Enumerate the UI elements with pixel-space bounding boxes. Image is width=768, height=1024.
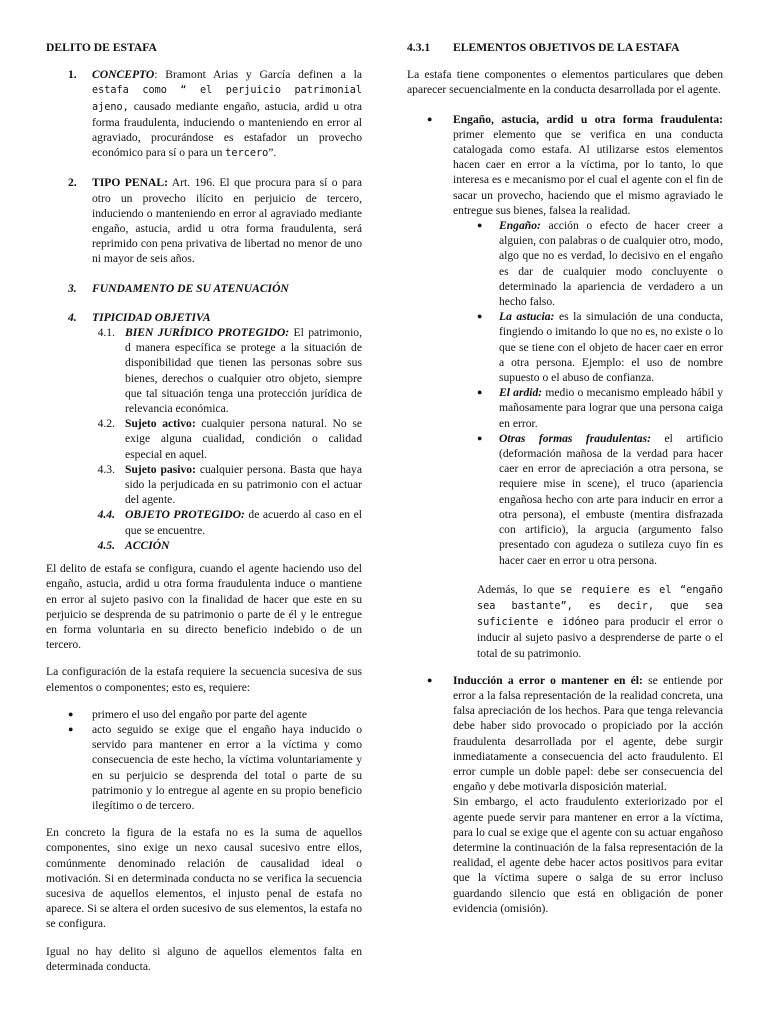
- concepto-quote2: tercero: [225, 148, 269, 160]
- tipo-penal-item: [46, 175, 362, 266]
- paragraph-concreto: En concreto la figura de la estafa no es la suma de aquellos componentes, sino exige un nexo causal sucesivo entre ellos, comúnmente denominado relación de causalidad ideal o motivación. Si en determinada conducta no se verifica la secuencia sucesiva de aquellos elementos, el injusto penal de estafa no aparece. Si se altera el orden sucesivo de sus elementos, la estafa no se configura.: [46, 826, 362, 931]
- concepto-text2: causado mediante engaño, astucia, ardid u otra forma fraudulenta, induciendo o manteniendo en error al agraviado, procurándose es estafador un provecho económico para sí o para un: [92, 99, 362, 160]
- paragraph-intro: La estafa tiene componentes o elementos particulares que deben aparecer secuencialmente en la conducta desarrollada por el agente.: [407, 68, 723, 97]
- induccion-text2: Sin embargo, el acto fraudulento exteriorizado por el agente puede servir para mantener en error a la víctima, para lo cual se exige que el agente con su actuar engañoso determine la continuación de la falsa representación de la realidad, el agente debe hacer actos positivos para evitar que la víctima supere o salga de su error incluso guardando silencio que está en obligación de poner evidencia (omisión).: [453, 795, 723, 915]
- fundamento-item: [46, 281, 362, 296]
- sub-list-item: [407, 385, 723, 431]
- sub-number: 4.1.: [97, 326, 115, 340]
- list-item-induccion: [407, 673, 723, 916]
- bullet-icon: ●: [477, 220, 483, 231]
- sub-number: 4.5.: [97, 538, 115, 552]
- paragraph-igual: Igual no hay delito si alguno de aquellos elementos falta en determinada conducta.: [46, 944, 362, 973]
- sub-list-item: [407, 431, 723, 568]
- left-column: [46, 40, 362, 974]
- sub-text: cualquier persona natural. No se exige alguna cualidad, condición o calidad especial en aquel.: [125, 417, 362, 461]
- tipo-text: Art. 196. El que procura para sí o para otro un provecho ilícito en perjuicio de tercero, induciendo o manteniendo en error al agraviado mediante engaño, astucia, ardid u otra forma fraudulenta, será reprimido con pena privativa de libertad no menor de uno ni mayor de seis años.: [92, 176, 362, 266]
- tipicidad-number: 4.: [68, 310, 77, 324]
- sub-label: Sujeto pasivo:: [125, 462, 196, 476]
- bullet-icon: ●: [427, 674, 433, 685]
- concepto-text1: : Bramont Arias y García definen a la: [154, 68, 362, 82]
- sub-number: 4.3.: [97, 462, 115, 476]
- sub-list-item: [407, 218, 723, 309]
- sub-label: Sujeto activo:: [125, 417, 196, 431]
- concepto-number: 1.: [68, 68, 77, 82]
- section-heading: [407, 40, 723, 55]
- tipo-number: 2.: [68, 176, 77, 190]
- fundamento-number: 3.: [68, 281, 77, 295]
- list-item-text: primero el uso del engaño por parte del agente: [92, 707, 308, 721]
- tipicidad-item: [46, 310, 362, 325]
- sub-number: 4.4.: [97, 508, 115, 522]
- bullet-icon: ●: [477, 311, 483, 322]
- concepto-quote1: estafa como “ el perjuicio patrimonial ajeno,: [92, 85, 362, 113]
- sub-list-item: [407, 309, 723, 385]
- tipicidad-sub-5: [46, 538, 362, 553]
- concepto-label: CONCEPTO: [92, 68, 155, 82]
- bullet-icon: ●: [68, 708, 74, 719]
- section-title: ELEMENTOS OBJETIVOS DE LA ESTAFA: [453, 41, 680, 54]
- list-item-engano: [407, 112, 723, 218]
- bullet-icon: ●: [68, 723, 74, 734]
- list-item: [46, 707, 362, 722]
- concepto-end: ”.: [268, 146, 277, 160]
- note-text2: para producir el error o inducir al sujeto pasivo a desprenderse de parte o el total de su patrimonio.: [477, 615, 723, 660]
- bullet-icon: ●: [477, 432, 483, 443]
- tipicidad-label: TIPICIDAD OBJETIVA: [92, 310, 211, 324]
- sub-text: el artificio (deformación mañosa de la verdad para hacer caer en error de apreciación a otra persona, se requiere mise in scene), el truco (apariencia engañosa hecho con arte para inducir en error a otra persona), el embuste (mentira disfrazada con artificio), la argucia (argumento falso presentado con agudeza o sutileza cuyo fin es hacer caer en error u otra persona.: [499, 431, 724, 567]
- note-text1: Además, lo que: [477, 582, 555, 596]
- tipo-label: TIPO PENAL:: [92, 176, 168, 190]
- sub-label: El ardid:: [499, 386, 543, 400]
- list-item-text: acto seguido se exige que el engaño haya inducido o servido para mantener en error a la víctima y como consecuencia de este hecho, la víctima voluntariamente y en su perjuicio se desprenda del total o parte de su patrimonio y lo entregue al agente en su propio beneficio ilegítimo o de tercero.: [92, 722, 362, 812]
- concepto-item: [46, 67, 362, 161]
- sub-label: Otras formas fraudulentas:: [499, 431, 651, 445]
- sub-text: cualquier persona. Basta que haya sido la perjudicada en su patrimonio con el actuar del agente.: [125, 462, 362, 507]
- right-column: [407, 40, 723, 916]
- sub-label: ACCIÓN: [125, 538, 170, 552]
- induccion-text: se entiende por error a la falsa representación de la realidad concreta, una falsa apreciación de los hechos. Para que tenga relevancia debe haber sido provocado o propiciado por la acción fraudulenta desarrollada por el agente, debe surgir inmediatamente a consecuencia del acto fraudulento. El error cumple un doble papel: debe ser consecuencia del engaño y debe motivarla disposición material.: [453, 673, 723, 794]
- sub-label: La astucia:: [499, 310, 555, 324]
- paragraph-configura: El delito de estafa se configura, cuando el agente haciendo uso del engaño, astucia, ardid u otra forma fraudulenta induce o mantiene en error al sujeto pasivo con la finalidad de hacer que este en su perjuicio se desprenda de su patrimonio o parte de él y le entregue en forma voluntaria en su directo beneficio indebido o de un tercero.: [46, 562, 362, 652]
- fundamento-label: FUNDAMENTO DE SU ATENUACIÓN: [92, 281, 289, 295]
- sub-text: de acuerdo al caso en el que se encuentre.: [125, 508, 362, 537]
- paragraph-secuencia: La configuración de la estafa requiere la secuencia sucesiva de sus elementos o componentes; esto es, requiere:: [46, 665, 362, 694]
- sub-text: medio o mecanismo empleado hábil y mañosamente para lograr que una persona caiga en error.: [499, 386, 724, 430]
- tipicidad-sub-3: [46, 462, 362, 508]
- engano-note: [407, 582, 723, 661]
- sub-number: 4.2.: [97, 417, 115, 431]
- tipicidad-sub-1: [46, 325, 362, 416]
- sub-label: BIEN JURÍDICO PROTEGIDO:: [125, 326, 290, 340]
- induccion-label: Inducción a error o mantener en él:: [453, 673, 643, 687]
- note-mono: se requiere es el “engaño sea bastante”, es decir, que sea suficiente e idóneo: [477, 584, 723, 629]
- sub-label: OBJETO PROTEGIDO:: [125, 508, 245, 522]
- bullet-icon: ●: [477, 387, 483, 398]
- engano-text: primer elemento que se verifica en una conducta catalogada como estafa. Al utilizarse estos elementos hacen caer en error a la víctima, por lo tanto, lo que interesa es e mecanismo por el cual el agente con el fin de sacar un provecho, haciendo que el mismo agraviado le entregue sus bienes, falsea la realidad.: [453, 127, 723, 217]
- document-title: DELITO DE ESTAFA: [46, 41, 157, 54]
- bullet-icon: ●: [427, 113, 433, 124]
- section-number: 4.3.1: [407, 41, 431, 54]
- sub-label: Engaño:: [499, 219, 541, 233]
- sub-text: es la simulación de una conducta, fingiendo o imitando lo que no es, no existe o lo que se tiene con el objeto de hacer caer en error a otra persona. Ejemplo: el uso de nombre supuesto o el abuso de confianza.: [499, 310, 724, 385]
- tipicidad-sub-4: [46, 507, 362, 537]
- sub-text: acción o efecto de hacer creer a alguien, con palabras o de cualquier otro, modo, algo que no es verdad, lo decisivo en el engaño es dar de cualquier modo concluyente o determinado la apariencia de verdadero a un hecho falso.: [499, 219, 723, 309]
- list-item: [46, 722, 362, 813]
- sub-text: El patrimonio, d manera específica se protege a la situación de disponibilidad que tienen las personas sobre sus bienes, derechos o cualquier otro objeto, siempre que tal situación tenga una protección jurídica de relevancia económica.: [125, 326, 363, 416]
- engano-label: Engaño, astucia, ardid u otra forma fraudulenta:: [453, 112, 723, 126]
- tipicidad-sub-2: [46, 416, 362, 462]
